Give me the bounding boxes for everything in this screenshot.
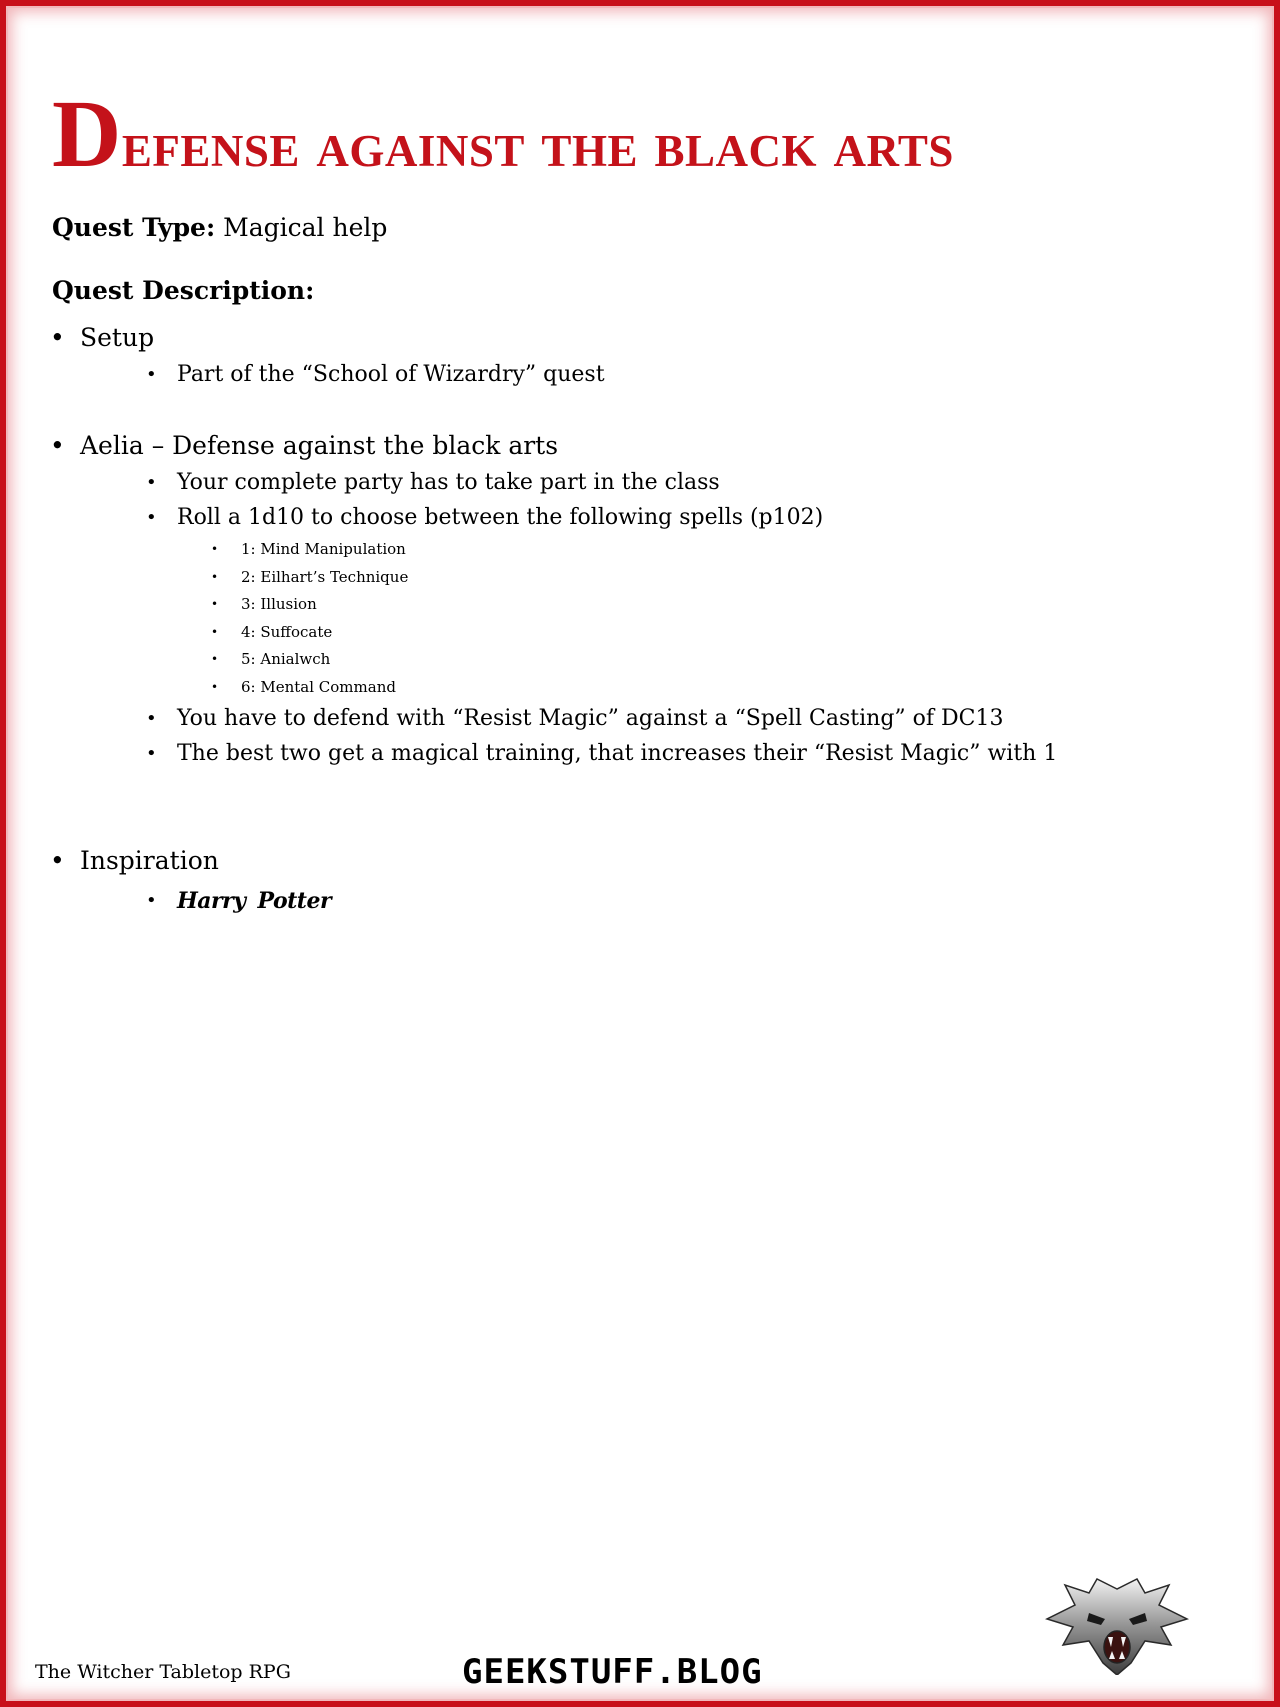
quest-description-label: Quest Description: [52, 276, 315, 305]
spell-label: 5: Anialwch [241, 650, 331, 668]
bullet-dot: • [146, 472, 157, 493]
harry-potter-logo [177, 886, 331, 916]
spell-label: 1: Mind Manipulation [241, 540, 406, 558]
quest-description-heading [52, 276, 314, 306]
page-title [52, 80, 1232, 193]
potter-word: Potter [257, 888, 332, 914]
bullet-dot: • [211, 652, 219, 666]
wolf-head-shape [1047, 1579, 1187, 1675]
bullet-dot: • [211, 680, 219, 694]
title-rest: efense against the black arts [121, 109, 954, 180]
bullet-dot: • [146, 708, 157, 729]
bullet-dot: • [50, 431, 65, 460]
bullet-dot: • [211, 625, 219, 639]
wolf-medallion-icon [1045, 1575, 1190, 1675]
spell-label: 3: Illusion [241, 595, 317, 613]
bullet-dot: • [146, 890, 157, 911]
bullet-dot: • [50, 846, 65, 875]
aelia-label: Aelia – Defense against the black arts [80, 431, 559, 460]
setup-label: Setup [80, 323, 155, 352]
bullet-dot: • [211, 597, 219, 611]
bullet-dot: • [50, 323, 65, 352]
spell-label: 2: Eilhart’s Technique [241, 568, 409, 586]
harry-word: Harry [177, 888, 246, 914]
aelia-item: You have to defend with “Resist Magic” against a “Spell Casting” of DC13 [177, 706, 1004, 731]
aelia-item: Roll a 1d10 to choose between the following spells (p102) [177, 505, 824, 530]
bullet-dot: • [146, 743, 157, 764]
footer-game-title: The Witcher Tabletop RPG [35, 1661, 291, 1683]
title-initial: D [52, 80, 122, 187]
quest-type [52, 213, 387, 243]
footer-site-name: GEEKSTUFF.BLOG [462, 1652, 763, 1692]
spell-label: 4: Suffocate [241, 623, 333, 641]
bullet-dot: • [146, 507, 157, 528]
quest-type-value: Magical help [223, 213, 388, 242]
bullet-dot: • [211, 570, 219, 584]
inspiration-label: Inspiration [80, 846, 219, 875]
bullet-dot: • [146, 364, 157, 385]
bullet-dot: • [211, 542, 219, 556]
quest-type-label: Quest Type: [52, 213, 216, 242]
setup-item: Part of the “School of Wizardry” quest [177, 362, 605, 387]
aelia-item: Your complete party has to take part in the class [177, 470, 720, 495]
spell-label: 6: Mental Command [241, 678, 396, 696]
aelia-item: The best two get a magical training, that increases their “Resist Magic” with 1 [177, 741, 1058, 766]
